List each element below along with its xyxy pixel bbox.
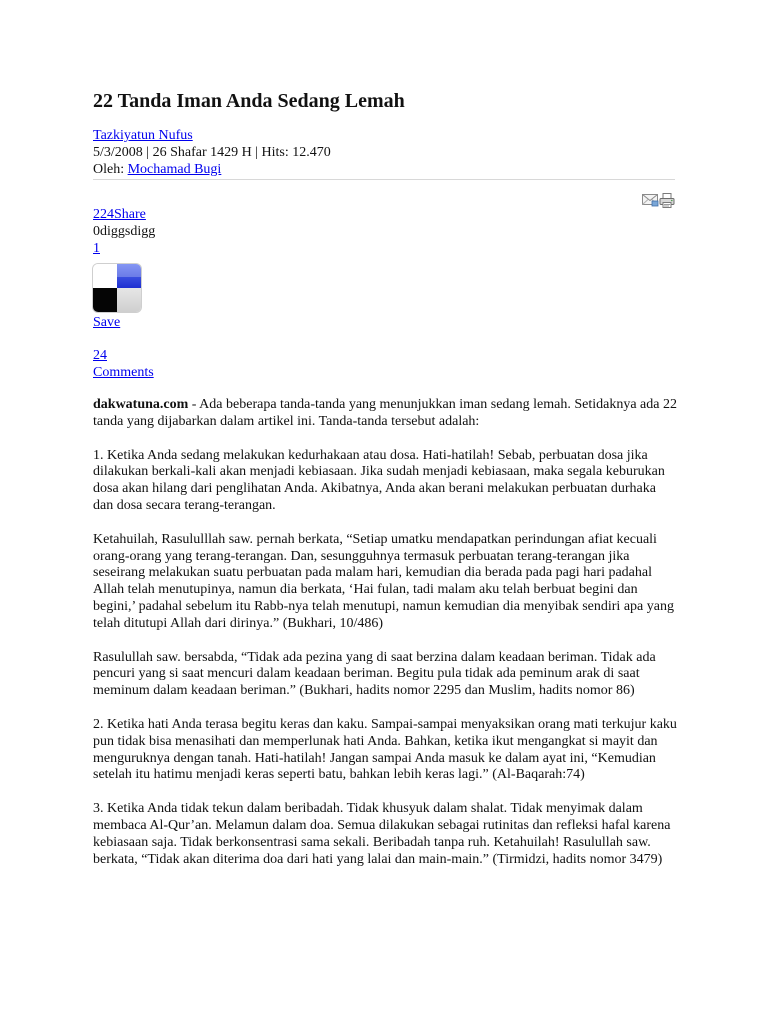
article-tools: [93, 180, 677, 206]
comments-block: [93, 347, 677, 381]
article-page: [93, 88, 677, 885]
share-link[interactable]: [93, 206, 677, 223]
share-label: Share: [114, 207, 146, 222]
comments-link[interactable]: Comments: [93, 365, 154, 380]
delicious-logo[interactable]: [93, 264, 141, 312]
article-title: 22 Tanda Iman Anda Sedang Lemah: [93, 90, 405, 112]
comments-count-link[interactable]: 24: [93, 348, 107, 363]
author-prefix: Oleh:: [93, 162, 128, 177]
digg-text: 0diggsdigg: [93, 224, 156, 239]
intro-paragraph: [93, 397, 677, 431]
body-paragraph: 1. Ketika Anda sedang melakukan kedurhakaan atau dosa. Hati-hatilah! Sebab, perbuatan dosa jika dilakukan berkali-kali akan menjadi kebiasaan. Jika sudah menjadi kebiasaan, maka segala keburukan dosa akan hilang dari penglihatan Anda. Akibatnya, Anda akan berani melakukan perbuatan durhaka dan dosa secara terang-terangan.: [93, 447, 665, 513]
digg-count-link[interactable]: 1: [93, 241, 100, 256]
printer-icon[interactable]: [659, 193, 675, 208]
share-block: [93, 206, 677, 257]
body-paragraph: Rasulullah saw. bersabda, “Tidak ada pezina yang di saat berzina dalam keadaan beriman. Tidak ada pencuri yang si saat mencuri dalam keadaan beriman. Begitu pula tidak ada peminum arak di saat meminum dalam keadaan beriman.” (Bukhari, hadits nomor 2295 dan Muslim, hadits nomor 86): [93, 649, 656, 699]
author-line: [93, 161, 677, 178]
article-body: [93, 397, 677, 868]
save-link[interactable]: Save: [93, 315, 121, 330]
tool-icons: [642, 193, 675, 208]
date-line: 5/3/2008 | 26 Shafar 1429 H | Hits: 12.470: [93, 145, 331, 160]
intro-text: - Ada beberapa tanda-tanda yang menunjukkan iman sedang lemah. Setidaknya ada 22 tanda yang dijabarkan dalam artikel ini. Tanda-tanda tersebut adalah:: [93, 397, 677, 429]
body-paragraph: 2. Ketika hati Anda terasa begitu keras dan kaku. Sampai-sampai menyaksikan orang mati terkujur kaku pun tidak bisa menasihati dan memperlunak hati Anda. Bahkan, ketika ikut mengangkat si mayit dan menguruknya dengan tanah. Hati-hatilah! Jangan sampai Anda masuk ke dalam ayat ini, “Kemudian setelah itu hatimu menjadi keras seperti batu, bahkan lebih keras lagi.” (Al-Baqarah:74): [93, 716, 677, 783]
body-paragraph: Ketahuilah, Rasululllah saw. pernah berkata, “Setiap umatku mendapatkan perindungan afiat kecuali orang-orang yang terang-terangan. Dan, sesungguhnya termasuk perbuatan terang-terangan jika seseirang melakukan suatu perbuatan pada malam hari, kemudian dia berada pada pagi hari padahal Allah telah menutupinya, namun dia berkata, ‘Hai fulan, tadi malam aku telah berbuat begini dan begini,’ padahal sebelum itu Rabb-nya telah menutupi, namun kemudian dia menyibak sendiri apa yang telah ditutupi Allah dari dirinya.” (Bukhari, 10/486): [93, 531, 674, 631]
envelope-icon[interactable]: [642, 193, 659, 208]
category-link[interactable]: Tazkiyatun Nufus: [93, 128, 193, 143]
article-meta: [93, 127, 677, 178]
source-name: dakwatuna.com: [93, 397, 189, 412]
author-link[interactable]: Mochamad Bugi: [127, 162, 222, 177]
share-count: 224: [93, 207, 114, 222]
body-paragraph: 3. Ketika Anda tidak tekun dalam beribadah. Tidak khusyuk dalam shalat. Tidak menyimak dalam membaca Al-Qur’an. Melamun dalam doa. Semua dilakukan sebagai rutinitas dan refleksi hafal karena kebiasaan saja. Tidak berkonsentrasi sama sekali. Beribadah tanpa ruh. Ketahuilah! Rasulullah saw. berkata, “Tidak akan diterima doa dari hati yang lalai dan main-main.” (Tirmidzi, hadits nomor 3479): [93, 801, 671, 867]
